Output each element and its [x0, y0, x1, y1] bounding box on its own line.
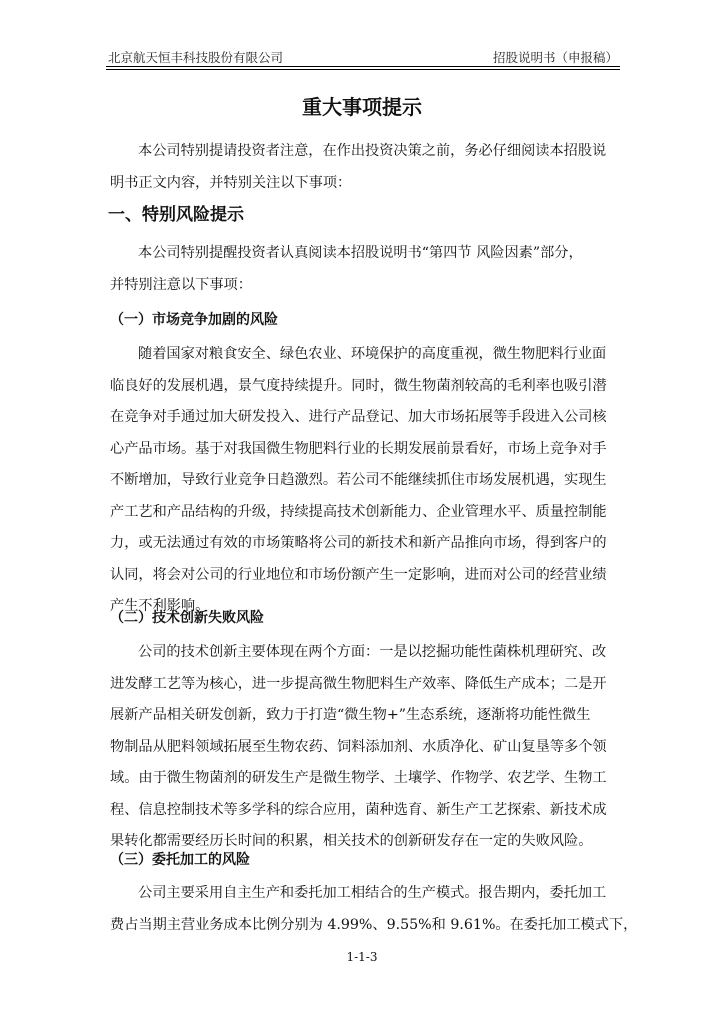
header-rule [106, 66, 620, 70]
text-line: 在竞争对手通过加大研发投入、进行产品登记、加大市场拓展等手段进入公司核 [110, 409, 607, 425]
text-line: 不断增加，导致行业竞争日趋激烈。若公司不能继续抓住市场发展机遇，实现生 [110, 472, 607, 488]
risk-innovation-paragraph [110, 637, 614, 858]
page-number: 1-1-3 [346, 950, 378, 964]
section-intro-paragraph [110, 238, 614, 301]
text-line: 认同，将会对公司的行业地位和市场份额产生一定影响，进而对公司的经营业绩 [110, 566, 607, 583]
page-title: 重大事项提示 [302, 95, 422, 119]
text-line: 费占当期主营业务成本比例分别为 4.99%、9.55%和 9.61%。在委托加工模式下， [110, 916, 638, 933]
text-line: 心产品市场。基于对我国微生物肥料行业的长期发展前景看好，市场上竞争对手 [110, 440, 607, 457]
section-heading: 一、特别风险提示 [108, 205, 244, 225]
risk-outsourcing-paragraph [110, 878, 638, 941]
text-line: 果转化都需要经历长时间的积累，相关技术的创新研发存在一定的失败风险。 [110, 833, 593, 849]
text-line: 随着国家对粮食安全、绿色农业、环境保护的高度重视，微生物肥料行业面 [138, 346, 607, 362]
text-line: 并特别注意以下事项： [110, 276, 252, 293]
text-line: 产生不利影响。 [110, 598, 210, 614]
risk-heading-market: （一）市场竞争加剧的风险 [110, 312, 278, 328]
header-doc-name: 招股说明书（申报稿） [492, 50, 618, 65]
page-header [108, 48, 618, 66]
text-line: 本公司特别提醒投资者认真阅读本招股说明书“第四节 风险因素”部分， [138, 245, 583, 261]
intro-paragraph [110, 136, 614, 199]
text-line: 程、信息控制技术等多学科的综合应用，菌种选育、新生产工艺探索、新技术成 [110, 801, 607, 818]
text-line: 公司的技术创新主要体现在两个方面：一是以挖掘功能性菌株机理研究、改 [138, 644, 607, 660]
text-line: 公司主要采用自主生产和委托加工相结合的生产模式。报告期内，委托加工 [138, 885, 607, 901]
text-line: 明书正文内容，并特别关注以下事项： [110, 174, 352, 191]
risk-market-paragraph [110, 339, 614, 623]
text-line: 本公司特别提请投资者注意，在作出投资决策之前，务必仔细阅读本招股说 [138, 143, 607, 159]
header-company: 北京航天恒丰科技股份有限公司 [108, 50, 284, 65]
text-line: 产工艺和产品结构的升级，持续提高技术创新能力、企业管理水平、质量控制能 [110, 503, 607, 520]
text-line: 临良好的发展机遇，景气度持续提升。同时，微生物菌剂较高的毛利率也吸引潜 [110, 377, 607, 394]
text-line: 物制品从肥料领域拓展至生物农药、饲料添加剂、水质净化、矿山复垦等多个领 [110, 738, 607, 755]
text-line: 力，或无法通过有效的市场策略将公司的新技术和新产品推向市场，得到客户的 [110, 535, 607, 551]
text-line: 进发酵工艺等为核心，进一步提高微生物肥料生产效率、降低生产成本；二是开 [110, 675, 607, 692]
risk-heading-outsourcing: （三）委托加工的风险 [110, 852, 250, 868]
text-line: 展新产品相关研发创新，致力于打造“微生物+”生态系统，逐渐将功能性微生 [110, 707, 591, 723]
risk-heading-innovation: （二）技术创新失败风险 [110, 610, 264, 626]
text-line: 域。由于微生物菌剂的研发生产是微生物学、土壤学、作物学、农艺学、生物工 [110, 770, 607, 786]
